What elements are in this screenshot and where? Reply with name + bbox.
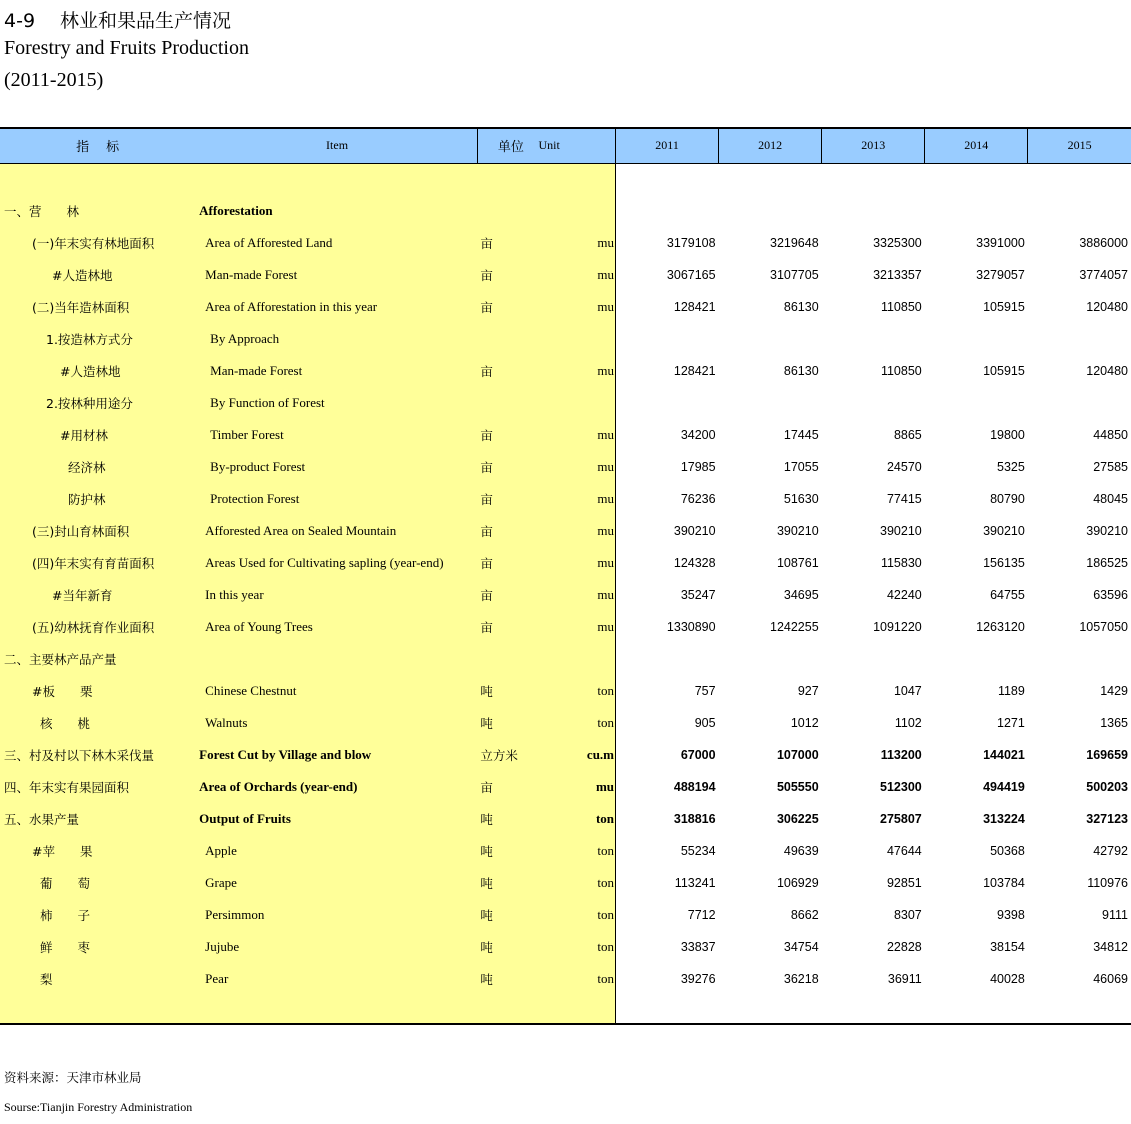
header-year-2011: 2011 — [616, 128, 719, 163]
row-unit-en: mu — [532, 291, 615, 323]
row-unit-cn: 吨 — [477, 835, 532, 867]
table-row — [0, 835, 1131, 867]
row-indicator-cn: #苹 果 — [0, 835, 197, 867]
row-value-2012: 49639 — [783, 844, 819, 858]
header-item: Item — [197, 128, 477, 163]
row-value-2014 — [925, 387, 1028, 419]
table-row — [0, 355, 1131, 387]
row-value-2013 — [822, 643, 925, 675]
row-item-en: Grape — [197, 867, 477, 899]
table-row — [0, 451, 1131, 483]
row-value-2015: 34812 — [1093, 940, 1128, 954]
row-unit-cn: 吨 — [477, 931, 532, 963]
spacer-row — [0, 995, 1131, 1024]
table-row — [0, 867, 1131, 899]
table-year-range: (2011-2015) — [4, 69, 104, 91]
row-unit-cn: 吨 — [477, 899, 532, 931]
row-unit-cn: 亩 — [477, 419, 532, 451]
row-item-en: Chinese Chestnut — [197, 675, 477, 707]
row-value-2014: 494419 — [983, 780, 1025, 794]
row-value-2011: 318816 — [616, 803, 719, 835]
row-value-2012: 86130 — [783, 300, 819, 314]
row-value-2015: 3774057 — [1079, 268, 1128, 282]
row-value-2014: 103784 — [983, 876, 1025, 890]
row-value-2011 — [616, 195, 719, 227]
row-unit-en: mu — [532, 227, 615, 259]
row-value-2012: 51630 — [783, 492, 819, 506]
row-value-2013: 275807 — [880, 812, 922, 826]
row-indicator-cn: 柿 子 — [0, 899, 197, 931]
row-indicator-cn: (二)当年造林面积 — [0, 291, 197, 323]
table-row — [0, 643, 1131, 675]
row-value-2013: 512300 — [880, 780, 922, 794]
table-row — [0, 771, 1131, 803]
row-unit-cn: 亩 — [477, 259, 532, 291]
row-value-2015: 120480 — [1086, 300, 1128, 314]
row-value-2011: 76236 — [616, 483, 719, 515]
table-row — [0, 515, 1131, 547]
table-row — [0, 387, 1131, 419]
row-value-2015: 327123 — [1086, 812, 1128, 826]
row-indicator-cn: 葡 萄 — [0, 867, 197, 899]
row-value-2014: 9398 — [997, 908, 1025, 922]
row-item-en: Apple — [197, 835, 477, 867]
row-item-en: Pear — [197, 963, 477, 995]
row-value-2012: 34695 — [783, 588, 819, 602]
title-cn-text: 林业和果品生产情况 — [60, 10, 232, 32]
row-value-2014: 105915 — [983, 364, 1025, 378]
row-value-2015: 1365 — [1100, 716, 1128, 730]
row-value-2013: 47644 — [886, 844, 922, 858]
row-indicator-cn: #人造林地 — [0, 355, 197, 387]
row-value-2013: 113200 — [880, 748, 922, 762]
row-value-2014: 3279057 — [976, 268, 1025, 282]
row-value-2015: 46069 — [1093, 972, 1128, 986]
row-indicator-cn: 2.按林种用途分 — [0, 387, 197, 419]
row-indicator-cn: (四)年末实有育苗面积 — [0, 547, 197, 579]
row-unit-en — [532, 195, 615, 227]
row-unit-cn — [477, 195, 532, 227]
row-value-2012: 34754 — [783, 940, 819, 954]
header-unit-en: Unit — [532, 128, 615, 163]
row-item-en: Protection Forest — [197, 483, 477, 515]
row-value-2013: 115830 — [880, 556, 922, 570]
row-value-2014: 38154 — [990, 940, 1025, 954]
row-value-2012: 927 — [797, 684, 819, 698]
row-unit-cn: 亩 — [477, 579, 532, 611]
table-row — [0, 419, 1131, 451]
row-unit-en: mu — [532, 547, 615, 579]
table-row — [0, 259, 1131, 291]
row-value-2013: 110850 — [880, 300, 922, 314]
row-unit-en: ton — [532, 931, 615, 963]
row-value-2013: 390210 — [880, 524, 922, 538]
row-value-2011: 17985 — [616, 451, 719, 483]
row-indicator-cn: 防护林 — [0, 483, 197, 515]
row-value-2015 — [1028, 195, 1131, 227]
table-header-row — [0, 128, 1131, 163]
row-indicator-cn: #当年新育 — [0, 579, 197, 611]
row-value-2013 — [822, 323, 925, 355]
header-year-2013: 2013 — [822, 128, 925, 163]
row-value-2012 — [719, 643, 822, 675]
row-unit-en: ton — [532, 835, 615, 867]
row-indicator-cn: 二、主要林产品产量 — [0, 643, 197, 675]
row-value-2013 — [822, 387, 925, 419]
row-value-2011: 35247 — [616, 579, 719, 611]
row-unit-en: mu — [532, 515, 615, 547]
row-value-2011: 39276 — [616, 963, 719, 995]
row-value-2015: 186525 — [1086, 556, 1128, 570]
row-unit-cn: 亩 — [477, 355, 532, 387]
row-value-2012: 107000 — [776, 748, 819, 762]
row-value-2012: 8662 — [790, 908, 819, 922]
row-value-2013: 42240 — [886, 588, 922, 602]
row-value-2014: 1189 — [997, 684, 1025, 698]
row-value-2014: 313224 — [983, 812, 1025, 826]
row-value-2011 — [616, 323, 719, 355]
row-value-2015 — [1028, 323, 1131, 355]
row-value-2011: 7712 — [616, 899, 719, 931]
row-item-en: Persimmon — [197, 899, 477, 931]
row-indicator-cn: 三、村及村以下林木采伐量 — [0, 739, 197, 771]
row-value-2013: 110850 — [880, 364, 922, 378]
row-value-2014: 5325 — [997, 460, 1025, 474]
row-unit-en: mu — [532, 451, 615, 483]
row-unit-cn: 亩 — [477, 611, 532, 643]
row-value-2013: 1091220 — [873, 620, 922, 634]
header-year-2015: 2015 — [1028, 128, 1131, 163]
row-value-2014: 105915 — [983, 300, 1025, 314]
row-unit-en: ton — [532, 675, 615, 707]
header-year-2012: 2012 — [719, 128, 822, 163]
row-value-2015: 3886000 — [1079, 236, 1128, 250]
row-unit-en: mu — [532, 419, 615, 451]
table-row — [0, 579, 1131, 611]
row-unit-cn — [477, 387, 532, 419]
row-unit-cn: 亩 — [477, 291, 532, 323]
table-row — [0, 963, 1131, 995]
row-value-2011: 124328 — [616, 547, 719, 579]
table-row — [0, 611, 1131, 643]
row-value-2014: 1263120 — [976, 620, 1025, 634]
row-value-2014: 390210 — [983, 524, 1025, 538]
row-value-2014 — [925, 323, 1028, 355]
row-unit-en — [532, 323, 615, 355]
row-value-2015: 44850 — [1093, 428, 1128, 442]
row-value-2015: 110976 — [1087, 876, 1128, 890]
row-value-2015: 27585 — [1093, 460, 1128, 474]
row-value-2012: 106929 — [776, 876, 819, 890]
row-value-2011: 488194 — [616, 771, 719, 803]
header-year-2014: 2014 — [925, 128, 1028, 163]
row-value-2014: 40028 — [990, 972, 1025, 986]
row-unit-cn — [477, 643, 532, 675]
row-value-2015: 48045 — [1093, 492, 1128, 506]
row-value-2014: 64755 — [990, 588, 1025, 602]
header-indicator-cn: 指 标 — [0, 128, 197, 163]
row-unit-en: ton — [532, 803, 615, 835]
table-row — [0, 483, 1131, 515]
row-value-2011: 3067165 — [616, 259, 719, 291]
row-value-2014 — [925, 643, 1028, 675]
row-indicator-cn: 核 桃 — [0, 707, 197, 739]
table-row — [0, 899, 1131, 931]
row-unit-cn: 亩 — [477, 547, 532, 579]
row-indicator-cn: 一、营 林 — [0, 195, 197, 227]
row-value-2011: 128421 — [616, 291, 719, 323]
row-value-2015: 120480 — [1086, 364, 1128, 378]
row-indicator-cn: #人造林地 — [0, 259, 197, 291]
row-value-2012: 1242255 — [770, 620, 819, 634]
row-value-2011: 3179108 — [616, 227, 719, 259]
table-row — [0, 675, 1131, 707]
row-unit-cn: 亩 — [477, 483, 532, 515]
row-value-2015: 169659 — [1086, 748, 1128, 762]
row-item-en: Areas Used for Cultivating sapling (year-end) — [197, 547, 477, 579]
row-unit-en: mu — [532, 259, 615, 291]
table-row — [0, 227, 1131, 259]
row-value-2013 — [822, 195, 925, 227]
row-indicator-cn: (三)封山育林面积 — [0, 515, 197, 547]
row-unit-en: mu — [532, 483, 615, 515]
header-unit-cn: 单位 — [477, 128, 532, 163]
table-row — [0, 323, 1131, 355]
row-indicator-cn: (一)年末实有林地面积 — [0, 227, 197, 259]
row-item-en: By Approach — [197, 323, 477, 355]
row-value-2011: 390210 — [616, 515, 719, 547]
row-value-2013: 36911 — [887, 972, 922, 986]
row-unit-cn: 吨 — [477, 803, 532, 835]
row-value-2015: 63596 — [1093, 588, 1128, 602]
row-value-2011: 55234 — [616, 835, 719, 867]
row-value-2011 — [616, 387, 719, 419]
row-unit-en: mu — [532, 579, 615, 611]
row-item-en: In this year — [197, 579, 477, 611]
row-value-2011: 67000 — [616, 739, 719, 771]
row-value-2013: 3325300 — [873, 236, 922, 250]
row-value-2015: 1429 — [1100, 684, 1128, 698]
row-value-2012: 108761 — [776, 556, 819, 570]
row-value-2015 — [1028, 643, 1131, 675]
row-unit-en: ton — [532, 899, 615, 931]
row-value-2012: 3219648 — [770, 236, 819, 250]
row-unit-cn — [477, 323, 532, 355]
row-unit-en: mu — [532, 771, 615, 803]
table-row — [0, 739, 1131, 771]
row-value-2011: 113241 — [616, 867, 719, 899]
row-item-en: Afforested Area on Sealed Mountain — [197, 515, 477, 547]
row-unit-cn: 吨 — [477, 707, 532, 739]
row-value-2012: 17445 — [783, 428, 819, 442]
row-item-en: By Function of Forest — [197, 387, 477, 419]
row-item-en: Jujube — [197, 931, 477, 963]
row-value-2013: 8865 — [893, 428, 922, 442]
row-unit-cn: 吨 — [477, 675, 532, 707]
row-value-2012: 505550 — [776, 780, 819, 794]
row-unit-cn: 吨 — [477, 963, 532, 995]
row-item-en: Man-made Forest — [197, 355, 477, 387]
row-indicator-cn: 五、水果产量 — [0, 803, 197, 835]
row-value-2013: 22828 — [886, 940, 922, 954]
table-row — [0, 291, 1131, 323]
row-value-2015: 42792 — [1093, 844, 1128, 858]
row-item-en: Area of Afforested Land — [197, 227, 477, 259]
row-unit-cn: 吨 — [477, 867, 532, 899]
row-item-en: Man-made Forest — [197, 259, 477, 291]
source-en: Sourse:Tianjin Forestry Administration — [4, 1100, 193, 1114]
row-item-en — [197, 643, 477, 675]
table-row — [0, 931, 1131, 963]
row-value-2013: 1102 — [894, 716, 922, 730]
row-value-2012: 17055 — [783, 460, 819, 474]
source-cn: 资料来源：天津市林业局 — [4, 1070, 142, 1085]
table-row — [0, 707, 1131, 739]
row-item-en: Timber Forest — [197, 419, 477, 451]
row-value-2014: 156135 — [983, 556, 1025, 570]
row-indicator-cn: #板 栗 — [0, 675, 197, 707]
row-indicator-cn: 1.按造林方式分 — [0, 323, 197, 355]
row-item-en: Output of Fruits — [197, 803, 477, 835]
row-value-2013: 77415 — [886, 492, 922, 506]
row-value-2011: 757 — [616, 675, 719, 707]
row-value-2014: 50368 — [990, 844, 1025, 858]
row-unit-en: mu — [532, 355, 615, 387]
row-value-2013: 92851 — [886, 876, 922, 890]
row-item-en: Area of Young Trees — [197, 611, 477, 643]
row-value-2013: 24570 — [886, 460, 922, 474]
table-title-en: Forestry and Fruits Production — [4, 37, 249, 59]
row-value-2012: 3107705 — [770, 268, 819, 282]
row-unit-en: ton — [532, 963, 615, 995]
table-number: 4-9 — [4, 10, 36, 32]
row-unit-cn: 亩 — [477, 451, 532, 483]
table-row — [0, 803, 1131, 835]
row-value-2011: 1330890 — [616, 611, 719, 643]
row-unit-cn: 立方米 — [477, 739, 532, 771]
row-unit-en: cu.m — [532, 739, 615, 771]
row-value-2014: 19800 — [990, 428, 1025, 442]
row-value-2011 — [616, 643, 719, 675]
table-body — [0, 163, 1131, 1024]
forestry-table — [0, 127, 1131, 1025]
row-indicator-cn: 鲜 枣 — [0, 931, 197, 963]
spacer-row — [0, 163, 1131, 195]
row-value-2012: 36218 — [783, 972, 819, 986]
table-row — [0, 195, 1131, 227]
row-value-2011: 34200 — [616, 419, 719, 451]
row-unit-en — [532, 643, 615, 675]
row-value-2014: 80790 — [990, 492, 1025, 506]
row-item-en: Afforestation — [197, 195, 477, 227]
row-item-en: By-product Forest — [197, 451, 477, 483]
table-title-cn — [4, 6, 231, 33]
row-indicator-cn: #用材林 — [0, 419, 197, 451]
row-value-2012: 1012 — [790, 716, 819, 730]
row-value-2015: 1057050 — [1079, 620, 1128, 634]
row-indicator-cn: (五)幼林抚育作业面积 — [0, 611, 197, 643]
row-value-2014 — [925, 195, 1028, 227]
row-unit-cn: 亩 — [477, 515, 532, 547]
row-indicator-cn: 梨 — [0, 963, 197, 995]
row-value-2014: 1271 — [997, 716, 1025, 730]
row-unit-en: ton — [532, 707, 615, 739]
row-unit-cn: 亩 — [477, 771, 532, 803]
row-item-en: Forest Cut by Village and blow — [197, 739, 477, 771]
row-value-2015: 390210 — [1086, 524, 1128, 538]
row-unit-en: ton — [532, 867, 615, 899]
row-item-en: Area of Afforestation in this year — [197, 291, 477, 323]
row-indicator-cn: 经济林 — [0, 451, 197, 483]
row-value-2013: 1047 — [893, 684, 922, 698]
row-value-2011: 905 — [616, 707, 719, 739]
row-value-2011: 33837 — [616, 931, 719, 963]
row-unit-en: mu — [532, 611, 615, 643]
row-value-2012 — [719, 195, 822, 227]
row-value-2012 — [719, 323, 822, 355]
row-item-en: Walnuts — [197, 707, 477, 739]
row-unit-cn: 亩 — [477, 227, 532, 259]
row-value-2015: 9111 — [1102, 908, 1128, 922]
row-value-2015: 500203 — [1086, 780, 1128, 794]
table-row — [0, 547, 1131, 579]
row-value-2012 — [719, 387, 822, 419]
row-value-2014: 3391000 — [976, 236, 1025, 250]
row-value-2014: 144021 — [983, 748, 1025, 762]
row-value-2012: 306225 — [776, 812, 819, 826]
row-value-2013: 8307 — [893, 908, 922, 922]
row-value-2011: 128421 — [616, 355, 719, 387]
row-value-2012: 390210 — [776, 524, 819, 538]
row-indicator-cn: 四、年末实有果园面积 — [0, 771, 197, 803]
row-value-2012: 86130 — [783, 364, 819, 378]
row-value-2015 — [1028, 387, 1131, 419]
row-unit-en — [532, 387, 615, 419]
row-item-en: Area of Orchards (year-end) — [197, 771, 477, 803]
row-value-2013: 3213357 — [873, 268, 922, 282]
